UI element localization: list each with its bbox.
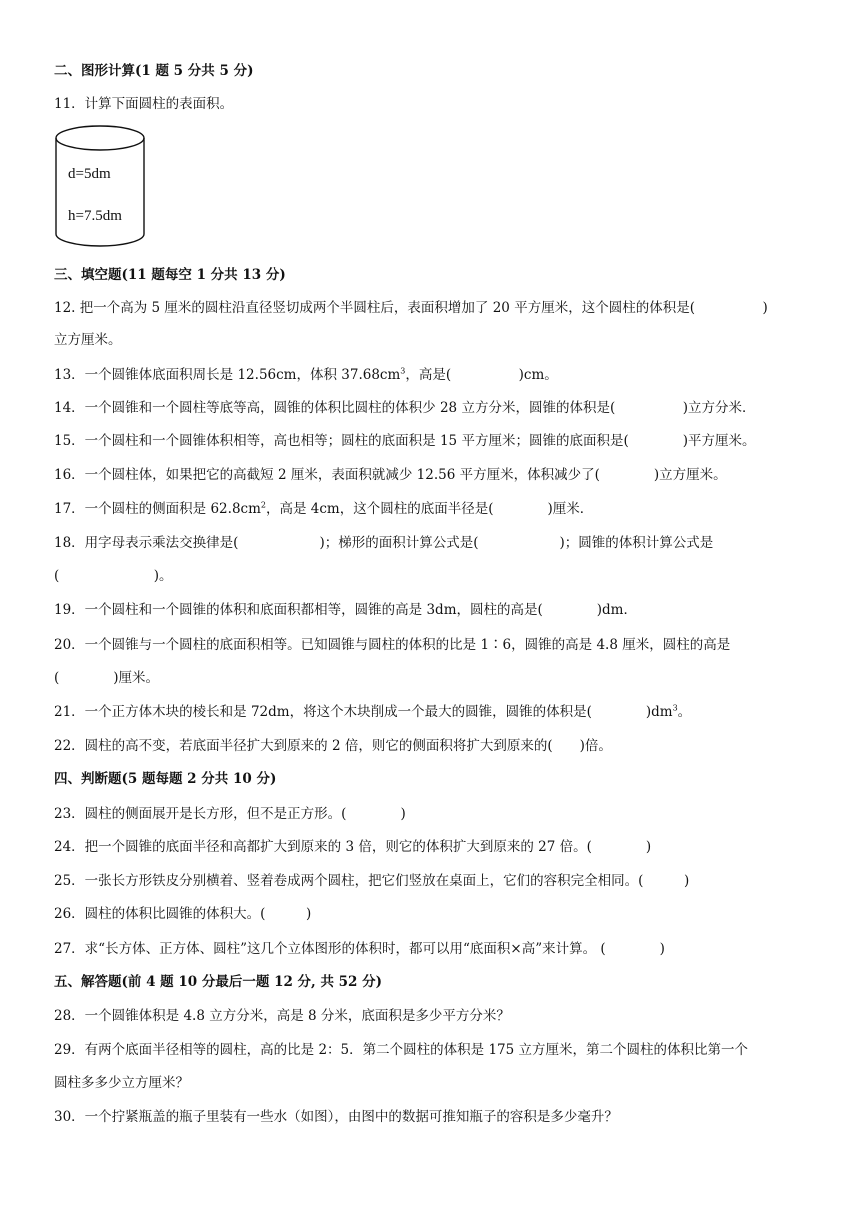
question-20: 20．一个圆锥与一个圆柱的底面积相等。已知圆锥与圆柱的体积的比是 1∶6，圆锥的高是 4.8 厘米，圆柱的高是 [54, 637, 731, 653]
cylinder-figure [54, 124, 146, 250]
question-17-text: 17．一个圆柱的侧面积是 62.8cm [54, 501, 261, 517]
question-29: 29．有两个底面半径相等的圆柱，高的比是 2：5．第二个圆柱的体积是 175 立方厘米，第二个圆柱的体积比第一个 [54, 1042, 748, 1058]
question-29-cont: 圆柱多多少立方厘米？ [54, 1075, 189, 1091]
question-25: 25．一张长方形铁皮分别横着、竖着卷成两个圆柱，把它们竖放在桌面上，它们的容积完全相同。( ) [54, 873, 690, 889]
section-heading-2: 二、图形计算(1 题 5 分共 5 分) [54, 63, 254, 79]
question-21 [54, 703, 691, 721]
question-20-cont: ( )厘米。 [54, 670, 160, 686]
question-16: 16．一个圆柱体，如果把它的高截短 2 厘米，表面积就减少 12.56 平方厘米，体积减少了( )立方厘米。 [54, 467, 727, 483]
question-11: 11．计算下面圆柱的表面积。 [54, 96, 234, 112]
section-heading-3: 三、填空题(11 题每空 1 分共 13 分) [54, 267, 286, 283]
question-22: 22．圆柱的高不变，若底面半径扩大到原来的 2 倍，则它的侧面积将扩大到原来的( )倍。 [54, 738, 612, 754]
section-heading-4: 四、判断题(5 题每题 2 分共 10 分) [54, 771, 277, 787]
question-27: 27．求“长方体、正方体、圆柱”这几个立体图形的体积时，都可以用“底面积×高”来计算。 ( ) [54, 941, 665, 957]
question-18-cont: ( )。 [54, 568, 173, 584]
question-13 [54, 366, 558, 384]
question-21-text-end: 。 [677, 704, 692, 720]
question-21-text: 21．一个正方体木块的棱长和是 72dm，将这个木块削成一个最大的圆锥，圆锥的体积是( )dm [54, 704, 673, 720]
question-26: 26．圆柱的体积比圆锥的体积大。( ) [54, 906, 312, 922]
question-12-cont: 立方厘米。 [54, 332, 122, 348]
cylinder-drawing [54, 124, 146, 250]
question-13-text: 13．一个圆锥体底面积周长是 12.56cm，体积 37.68cm [54, 367, 401, 383]
question-19: 19．一个圆柱和一个圆锥的体积和底面积都相等，圆锥的高是 3dm，圆柱的高是( )dm． [54, 602, 637, 618]
superscript: 3 [672, 703, 678, 713]
question-30: 30．一个拧紧瓶盖的瓶子里装有一些水（如图），由图中的数据可推知瓶子的容积是多少毫升？ [54, 1109, 618, 1125]
diameter-label: d=5dm [68, 166, 111, 182]
question-23: 23．圆柱的侧面展开是长方形，但不是正方形。( ) [54, 806, 406, 822]
superscript: 3 [400, 366, 406, 376]
question-12: 12. 把一个高为 5 厘米的圆柱沿直径竖切成两个半圆柱后，表面积增加了 20 平方厘米，这个圆柱的体积是( ) [54, 300, 768, 316]
section-heading-5: 五、解答题(前 4 题 10 分最后一题 12 分, 共 52 分) [54, 974, 383, 990]
height-label: h=7.5dm [68, 208, 122, 224]
question-15: 15．一个圆柱和一个圆锥体积相等，高也相等；圆柱的底面积是 15 平方厘米；圆锥的底面积是( )平方厘米。 [54, 433, 756, 449]
superscript: 2 [260, 500, 266, 510]
question-28: 28．一个圆锥体积是 4.8 立方分米，高是 8 分米，底面积是多少平方分米？ [54, 1008, 510, 1024]
question-17 [54, 500, 593, 518]
question-14: 14．一个圆锥和一个圆柱等底等高，圆锥的体积比圆柱的体积少 28 立方分米，圆锥的体积是( )立方分米． [54, 400, 756, 416]
question-24: 24．把一个圆锥的底面半径和高都扩大到原来的 3 倍，则它的体积扩大到原来的 27 倍。( ) [54, 839, 652, 855]
question-18: 18．用字母表示乘法交换律是( )；梯形的面积计算公式是( )；圆锥的体积计算公式是 [54, 535, 714, 551]
question-13-text-end: ，高是( )cm。 [405, 367, 558, 383]
question-17-text-end: ，高是 4cm，这个圆柱的底面半径是( )厘米． [265, 501, 594, 517]
